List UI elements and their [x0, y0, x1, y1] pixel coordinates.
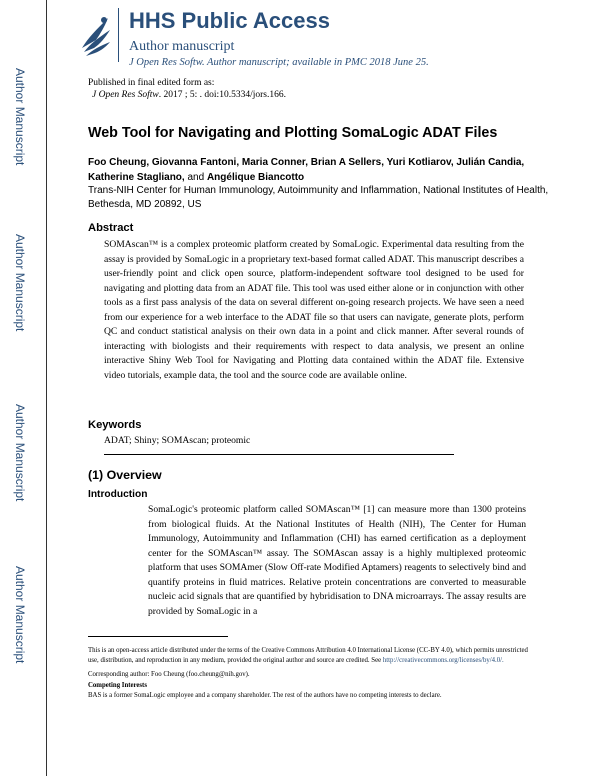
authors-last: Angélique Biancotto — [206, 171, 305, 183]
paper-title: Web Tool for Navigating and Plotting SomaLogic ADAT Files — [88, 125, 498, 141]
keywords-heading: Keywords — [88, 419, 142, 431]
side-band — [0, 0, 47, 776]
journal-name: J Open Res Softw — [92, 90, 159, 100]
hhs-header — [74, 8, 574, 70]
introduction-text: SomaLogic's proteomic platform called SOMAscan™ [1] can measure more than 1300 proteins from biological fluids. At the National Institutes of Health (NIH), The Center for Human Immunology, Autoimmunity and Inflammation (CHI) has earned certification as a deployment center for the SOMAscan™ assay. The SOMAscan assay is a highly multiplexed proteomic platform that uses SOMAmer (Slow Off-rate Modified Aptamers) reagents to selectively bind and quantify proteins in fluid matrices. Relative protein concentrations are converted to measurable nucleic acid signals that are quantified by hybridisation to DNA microarrays. The assay results are provided by SomaLogic in a — [148, 504, 526, 617]
affiliation: Trans-NIH Center for Human Immunology, Autoimmunity and Inflammation, National Institutes of Health, Bethesda, MD 20892, US — [88, 185, 549, 210]
abstract-heading: Abstract — [88, 222, 134, 234]
manuscript-label: Author manuscript — [129, 39, 235, 54]
side-label-author-manuscript: Author Manuscript — [13, 68, 27, 166]
section-divider — [104, 454, 454, 455]
side-label-author-manuscript: Author Manuscript — [13, 234, 27, 332]
hhs-title: HHS Public Access — [129, 8, 330, 33]
overview-heading: (1) Overview — [88, 468, 162, 482]
journal-details: . 2017 ; 5: . doi:10.5334/jors.166. — [158, 90, 286, 100]
publication-doi — [88, 89, 286, 101]
keywords-text: ADAT; Shiny; SOMAscan; proteomic — [104, 435, 251, 446]
side-label-author-manuscript: Author Manuscript — [13, 404, 27, 502]
side-label-author-manuscript: Author Manuscript — [13, 566, 27, 664]
competing-interests-text: BAS is a former SomaLogic employee and a company shareholder. The rest of the authors have no competing interests to declare. — [88, 691, 442, 699]
footnote-divider — [88, 636, 228, 637]
corresponding-author: Corresponding author: Foo Cheung (foo.cheung@nih.gov). — [88, 671, 250, 679]
abstract-text: SOMAscan™ is a complex proteomic platform created by SomaLogic. Experimental data resulting from the assay is provided by SomaLogic in a proprietary text-based format called ADAT. This manuscript describes a user-friendly point and click open source, platform-independent software tool designed to be used for navigating and plotting data from an ADAT file. This tool was used either alone or in conjunction with other tools as a first pass analysis of the data on several different on-going research projects. We have seen a need from our experience for a web interface to the ADAT file so that users can navigate, generate plots, perform QC and conduct statistical analysis on their own data in a point and click manner. After several rounds of interacting with biologists and their requirements with respect to data analysis, we present an online interactive Shiny Web Tool for Navigating and Plotting data contained within the ADAT file. Extensive video tutorials, example data, the tool and the source code are available online. — [104, 239, 524, 381]
author-list — [88, 156, 558, 185]
pmc-citation: J Open Res Softw. Author manuscript; available in PMC 2018 June 25. — [129, 57, 429, 68]
license-link[interactable]: http://creativecommons.org/licenses/by/4.0/. — [382, 657, 504, 665]
competing-interests-heading: Competing Interests — [88, 681, 147, 689]
authors-names: Foo Cheung, Giovanna Fantoni, Maria Conner, Brian A Sellers, Yuri Kotliarov, Julián Candia, Katherine Stagliano, — [88, 157, 525, 183]
publication-note — [88, 77, 286, 101]
license-note — [88, 646, 528, 666]
introduction-subheading: Introduction — [88, 489, 148, 500]
footnotes — [88, 646, 528, 701]
publication-line: Published in final edited form as: — [88, 78, 215, 88]
license-text: This is an open-access article distributed under the terms of the Creative Commons Attribution 4.0 International License (CC-BY 4.0), which permits unrestricted use, distribution, and reproduction in any medium, provided the original author and source are credited. See — [88, 647, 528, 665]
hhs-eagle-logo-icon — [74, 8, 119, 62]
authors-and: and — [184, 171, 207, 183]
